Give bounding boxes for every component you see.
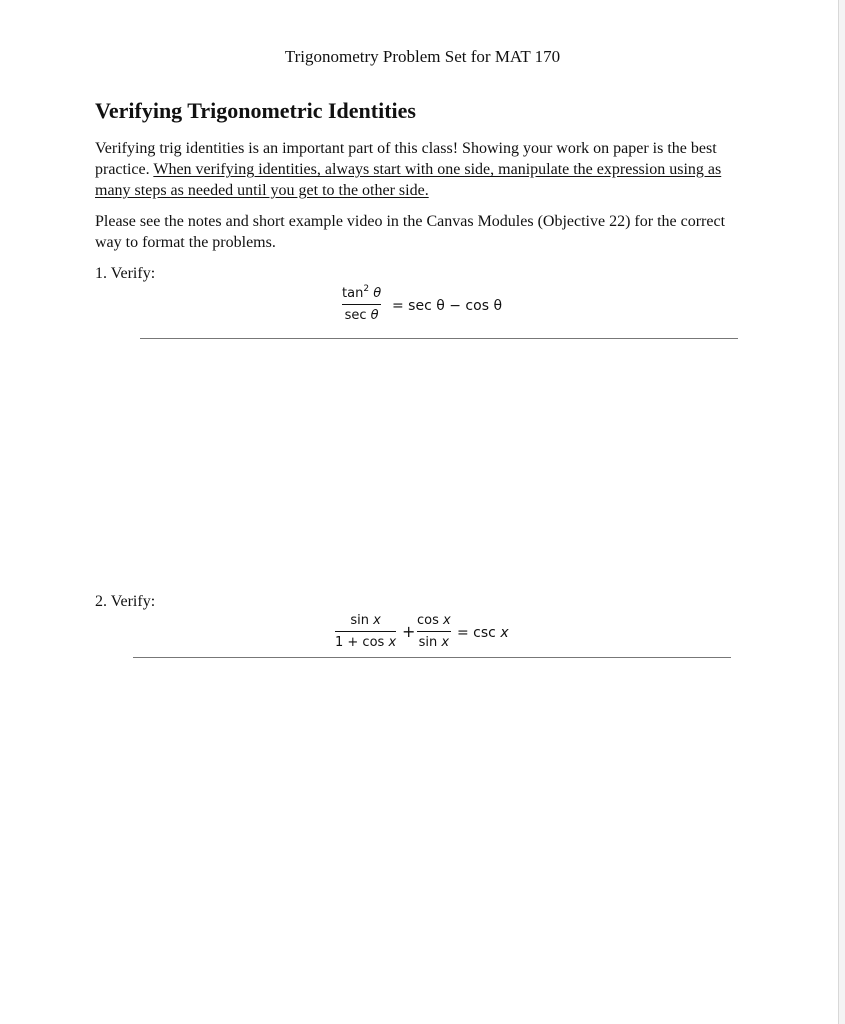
tan-func: tan — [342, 286, 364, 301]
one-plus-cos: 1 + cos — [335, 635, 385, 650]
x-var: x — [373, 613, 381, 628]
problem-2-rhs — [457, 625, 509, 641]
theta-var: θ — [373, 286, 382, 301]
intro-paragraph — [95, 138, 755, 201]
intro-plain-text: Verifying trig identities is an important part of this class! Showing your work on paper is the best practice. — [95, 140, 717, 178]
x-var: x — [500, 625, 509, 641]
exponent: 2 — [363, 284, 370, 294]
page-header: Trigonometry Problem Set for MAT 170 — [284, 47, 561, 66]
problem-1-denominator — [345, 308, 379, 324]
problem-2-divider — [133, 657, 731, 658]
problem-1-rhs: = sec θ − cos θ — [392, 298, 503, 314]
theta-var: θ — [370, 308, 379, 323]
cos-func: cos — [417, 613, 439, 628]
fraction-1-denominator — [335, 635, 396, 651]
page-title: Verifying Trigonometric Identities — [95, 98, 416, 123]
problem-1-label: 1. Verify: — [95, 265, 156, 282]
format-note: Please see the notes and short example video in the Canvas Modules (Objective 22) for the correct way to format the problems. — [95, 213, 726, 251]
problem-2-fraction-1 — [335, 613, 396, 651]
fraction-2-numerator — [417, 613, 451, 629]
fraction-bar — [417, 631, 451, 632]
problem-1-fraction — [342, 286, 381, 324]
sin-func: sin — [350, 613, 369, 628]
x-var: x — [388, 635, 397, 650]
fraction-1-numerator — [350, 613, 380, 629]
plus-sign: + — [402, 622, 416, 641]
problem-2-fraction-2 — [417, 613, 451, 651]
sec-func: sec — [344, 308, 367, 323]
fraction-bar — [335, 631, 396, 632]
problem-2-label: 2. Verify: — [95, 593, 156, 610]
fraction-2-denominator — [419, 635, 449, 651]
intro-underlined-text: When verifying identities, always start with one side, manipulate the expression using as many steps as needed until you get to the other side. — [95, 161, 722, 199]
problem-1-numerator — [342, 286, 381, 302]
fraction-bar — [342, 304, 381, 305]
csc-func: = csc — [457, 625, 496, 641]
problem-1-divider — [140, 338, 738, 339]
sin-func: sin — [418, 635, 438, 650]
x-var: x — [443, 613, 451, 628]
x-var: x — [441, 635, 450, 650]
